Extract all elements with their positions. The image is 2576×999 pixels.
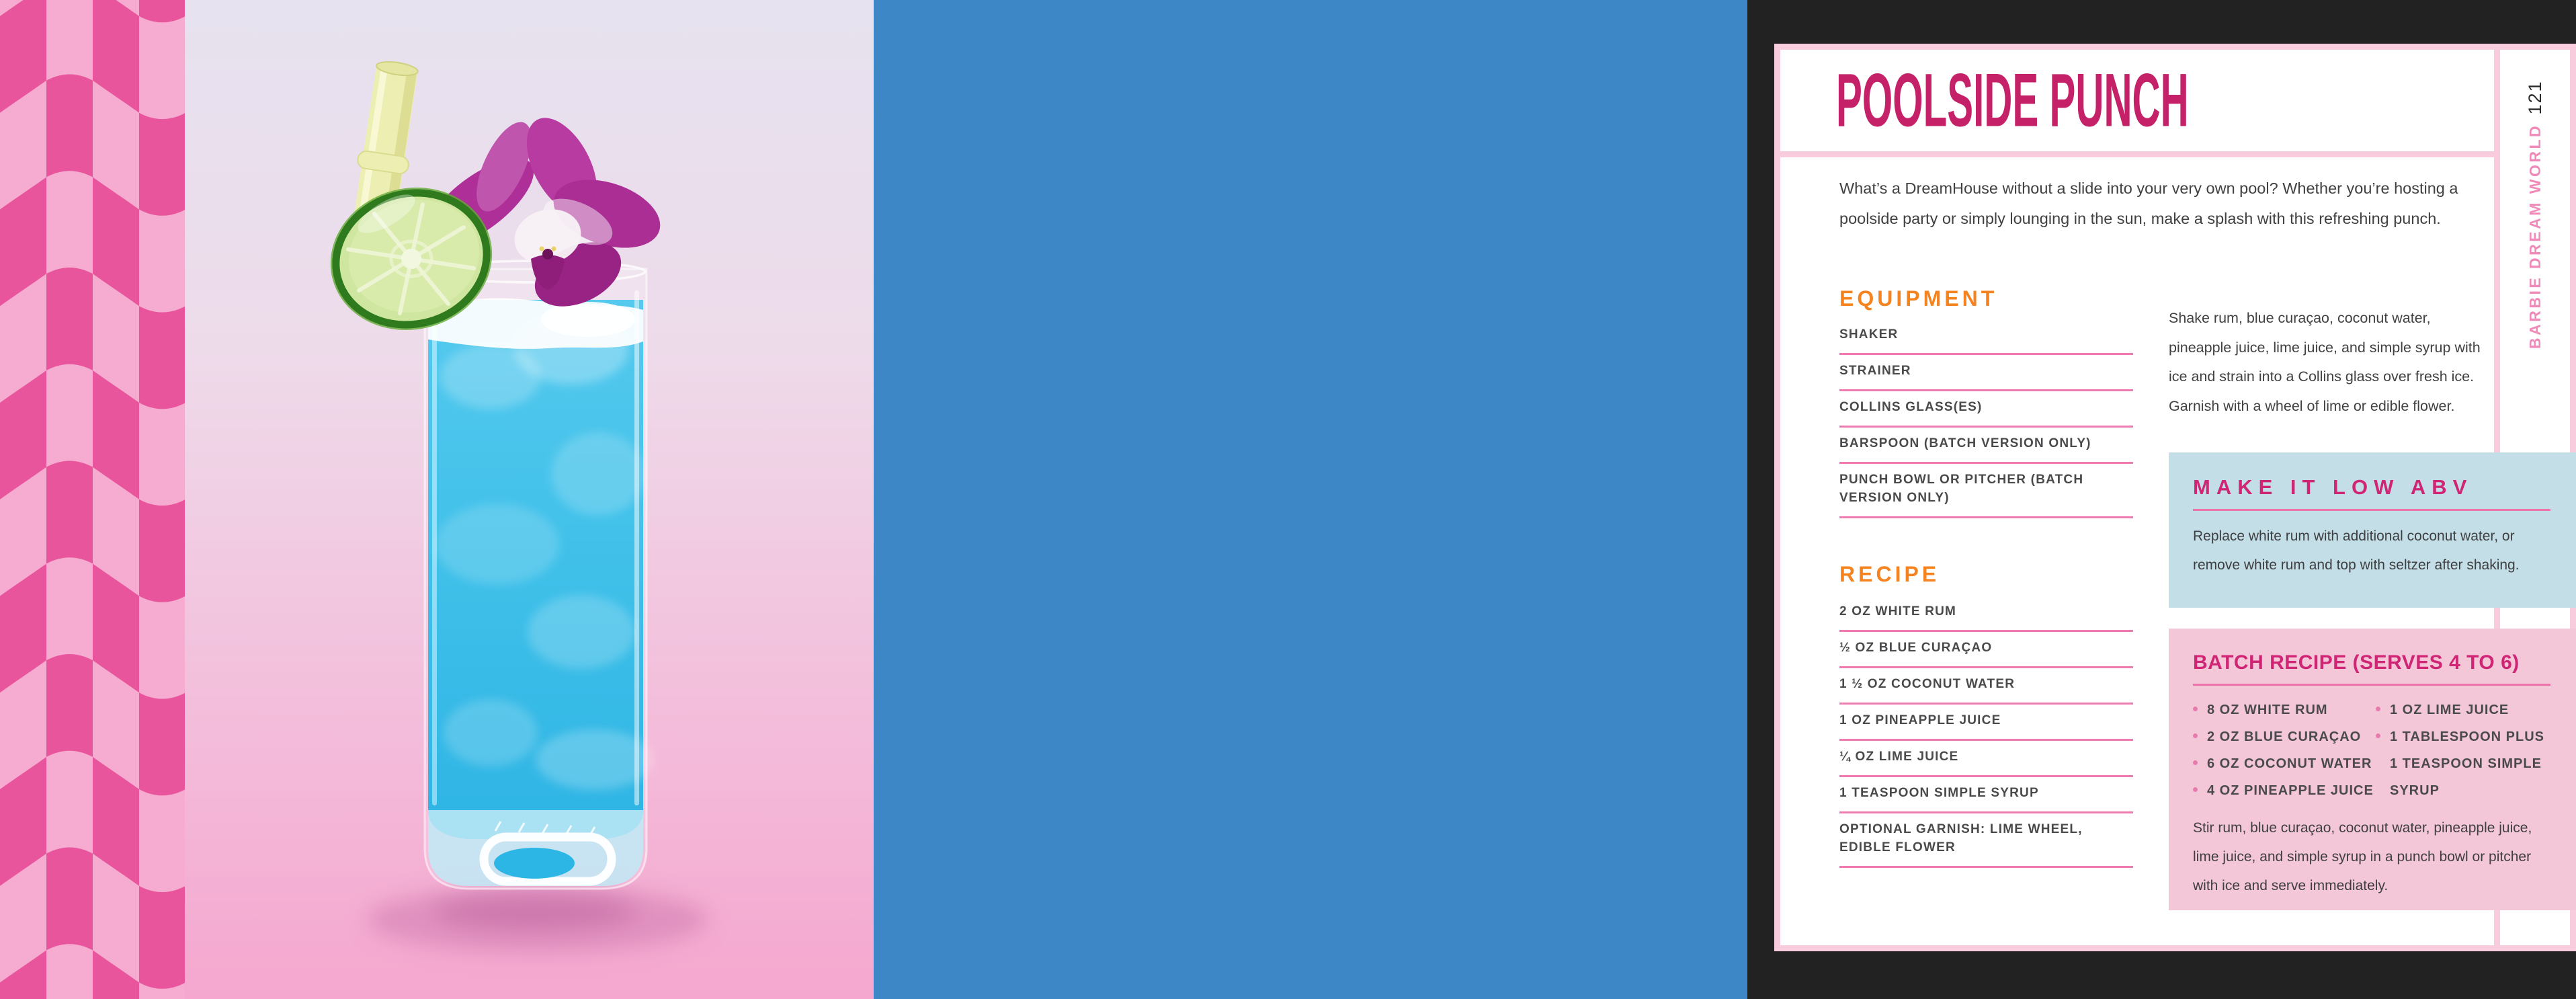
low-abv-rule (2193, 509, 2550, 511)
instructions-paragraph: Shake rum, blue curaçao, coconut water, pineapple juice, lime juice, and simple syrup with ice and strain into a Collins glass over fresh ice. Garnish with a wheel of lime or edible flower. (2169, 310, 2481, 414)
recipe-item: 2 OZ WHITE RUM (1839, 596, 2133, 632)
batch-ingredient: 6 OZ COCONUT WATER (2193, 750, 2369, 777)
recipe-card (1774, 44, 2576, 951)
batch-ingredient: 1 OZ LIME JUICE (2376, 696, 2552, 723)
equipment-item: BARSPOON (BATCH VERSION ONLY) (1839, 428, 2133, 464)
batch-col-1 (2193, 696, 2374, 804)
equipment-list (1839, 319, 2133, 518)
recipe-item: 1 TEASPOON SIMPLE SYRUP (1839, 777, 2133, 813)
batch-heading: BATCH RECIPE (SERVES 4 TO 6) (2193, 651, 2520, 674)
batch-ingredient-continued: SYRUP (2390, 783, 2440, 798)
recipe-ingredient-list (1839, 596, 2133, 868)
recipe-item: 1 OZ PINEAPPLE JUICE (1839, 705, 2133, 741)
wavy-checker-pattern (0, 0, 185, 999)
batch-ingredient: 4 OZ PINEAPPLE JUICE (2193, 777, 2369, 804)
low-abv-box (2169, 452, 2576, 608)
bullet-dot (2193, 760, 2198, 765)
batch-recipe-box (2169, 629, 2576, 910)
recipe-page-background (874, 0, 2545, 999)
batch-ingredient: 2 OZ BLUE CURAÇAO (2193, 723, 2369, 750)
page-title-text: POOLSIDE PUNCH (1836, 58, 2189, 143)
page-number: 121 (2525, 80, 2545, 115)
batch-ingredient-continued: 1 TEASPOON SIMPLE (2390, 756, 2542, 771)
batch-col-2 (2376, 696, 2552, 804)
bullet-dot (2376, 707, 2380, 711)
batch-instructions: Stir rum, blue curaçao, coconut water, pineapple juice, lime juice, and simple syrup in a punch bowl or pitcher with ice and serve immediately. (2193, 820, 2532, 893)
low-abv-heading: MAKE IT LOW ABV (2193, 475, 2473, 499)
equipment-item: COLLINS GLASS(ES) (1839, 391, 2133, 428)
equipment-item: SHAKER (1839, 319, 2133, 355)
recipe-item: ½ OZ BLUE CURAÇAO (1839, 632, 2133, 668)
recipe-item: 1 ½ OZ COCONUT WATER (1839, 668, 2133, 705)
equipment-item: STRAINER (1839, 355, 2133, 391)
batch-rule (2193, 684, 2550, 686)
equipment-heading: EQUIPMENT (1839, 286, 1998, 311)
spine-text: BARBIE DREAM WORLD (2526, 123, 2544, 349)
batch-ingredient: 8 OZ WHITE RUM (2193, 696, 2369, 723)
intro-paragraph: What’s a DreamHouse without a slide into your very own pool? Whether you’re hosting a poolside party or simply lounging in the sun, make a splash with this refreshing punch. (1839, 179, 2458, 227)
low-abv-body: Replace white rum with additional coconut water, or remove white rum and top with seltzer after shaking. (2193, 528, 2520, 573)
bullet-dot (2376, 733, 2380, 738)
bullet-dot (2193, 787, 2198, 792)
recipe-heading: RECIPE (1839, 562, 1940, 586)
collins-glass (425, 261, 654, 889)
bullet-dot (2193, 707, 2198, 711)
page-title (1836, 50, 2501, 151)
bullet-dot (2193, 733, 2198, 738)
batch-ingredient-columns (2193, 696, 2552, 804)
cocktail-photo (185, 0, 874, 999)
equipment-item: PUNCH BOWL OR PITCHER (BATCH VERSION ONLY) (1839, 464, 2133, 518)
recipe-item: ¼ OZ LIME JUICE (1839, 741, 2133, 777)
batch-ingredient: 1 TABLESPOON PLUS (2376, 723, 2552, 750)
recipe-item: OPTIONAL GARNISH: LIME WHEEL, EDIBLE FLOWER (1839, 813, 2133, 868)
